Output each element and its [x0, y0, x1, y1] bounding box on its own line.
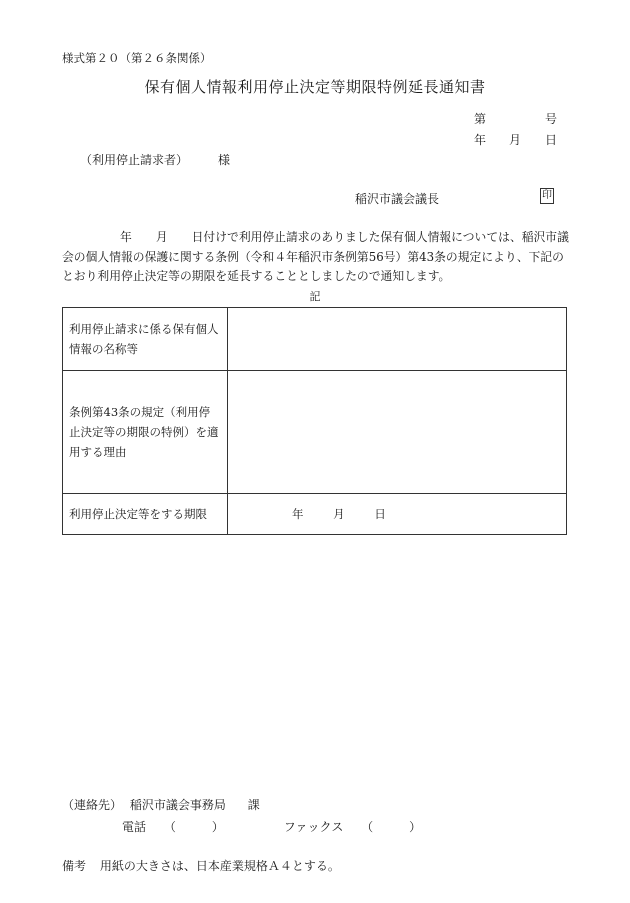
row-value-info-name[interactable]	[228, 308, 567, 371]
sender-name: 稲沢市議会議長	[355, 192, 440, 206]
seal-box: 印	[540, 188, 554, 204]
date-day: 日	[545, 133, 558, 147]
info-table	[62, 307, 567, 535]
number-prefix: 第	[474, 112, 487, 126]
fax-parens: （ ）	[361, 820, 422, 834]
number-suffix: 号	[545, 112, 558, 126]
note-line	[62, 857, 340, 874]
recipient-line	[80, 151, 230, 168]
contact-section: 課	[247, 798, 260, 812]
contact-label: （連絡先）	[62, 798, 123, 812]
tel-parens: （ ）	[163, 820, 224, 834]
table-row	[63, 308, 567, 371]
deadline-year: 年	[292, 507, 304, 521]
body-month: 月	[155, 230, 168, 244]
recipient-honorific: 様	[218, 153, 231, 167]
deadline-day: 日	[374, 507, 386, 521]
table-row	[63, 494, 567, 535]
row-label-deadline: 利用停止決定等をする期限	[63, 494, 228, 535]
contact-phone-fax-line	[122, 818, 421, 835]
date-month: 月	[509, 133, 522, 147]
ki-heading: 記	[309, 290, 321, 303]
tel-label: 電話	[122, 820, 147, 834]
date-year: 年	[474, 133, 487, 147]
contact-office: 稲沢市議会事務局	[129, 798, 226, 812]
row-label-reason: 条例第43条の規定（利用停止決定等の期限の特例）を適用する理由	[63, 371, 228, 494]
table-row	[63, 371, 567, 494]
body-year: 年	[120, 230, 132, 244]
row-label-info-name: 利用停止請求に係る保有個人情報の名称等	[63, 308, 228, 371]
fax-label: ファックス	[283, 820, 344, 834]
note-label: 備考	[62, 859, 87, 873]
row-value-deadline[interactable]	[228, 494, 567, 535]
deadline-month: 月	[333, 507, 345, 521]
note-text: 用紙の大きさは、日本産業規格Ａ４とする。	[99, 859, 340, 873]
body-text: 日付けで利用停止請求のありました保有個人情報については、稲沢市議会の個人情報の保護に関する条例（令和４年稲沢市条例第56号）第43条の規定により、下記のとおり利用停止決定等の期限を延長することとしましたので通知します。	[62, 230, 569, 283]
recipient-label: （利用停止請求者）	[80, 153, 189, 167]
document-title: 保有個人情報利用停止決定等期限特例延長通知書	[144, 78, 486, 96]
form-number: 様式第２０（第２６条関係）	[62, 51, 212, 65]
row-value-reason[interactable]	[228, 371, 567, 494]
body-paragraph	[62, 228, 570, 287]
contact-line	[62, 796, 260, 813]
